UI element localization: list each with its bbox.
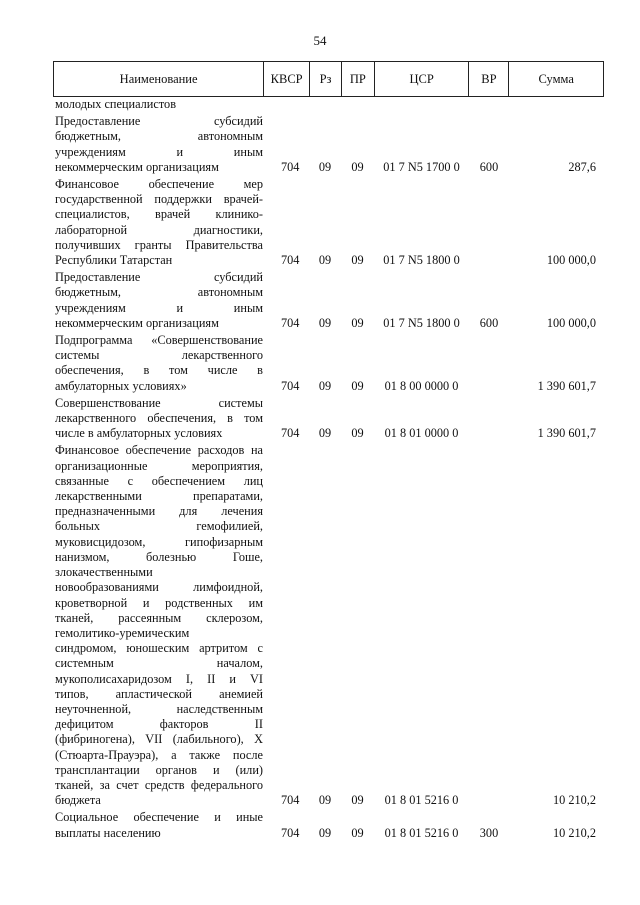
row-kvsr: 704 [281,315,300,330]
row-name-line: получивших гранты Правительства [55,237,263,252]
row-vr: 600 [479,315,499,330]
row-name-line: организационные мероприятия, [55,458,263,473]
row-sum: 10 210,2 [552,793,596,808]
row-name-line: мукополисахаридозом I, II и VI [55,671,263,686]
row-name-line: бюджетным, автономным [55,129,263,144]
row-name-line: Социальное обеспечение и иные [55,810,263,825]
row-name-line: некоммерческим организациям [55,159,219,174]
row-sum: 1 390 601,7 [537,426,596,441]
row-name-line: тканей, рассеянным склерозом, [55,610,263,625]
row-kvsr: 704 [281,426,300,441]
row-name-line: Республики Татарстан [55,253,173,268]
row-vr: 300 [479,825,499,840]
row-name-line: тканей, за счет средств федерального [55,777,263,792]
table-row [53,270,604,331]
row-name-line: предназначенными для лечения [55,504,263,519]
row-name-line: (Стюарта-Прауэра), а также после [55,747,263,762]
row-kvsr: 704 [281,253,300,268]
row-name-line: (фибриногена), VII (лабильного), X [55,732,263,747]
row-name-line: бюджетным, автономным [55,285,263,300]
table-row [53,177,604,268]
row-name-line: амбулаторных условиях» [55,378,187,393]
row-vr: 600 [479,159,499,174]
row-name-line: больных гемофилией, [55,519,263,534]
table-body [53,97,604,843]
row-name-line: системным началом, [55,656,263,671]
row-rz: 09 [318,378,332,393]
row-csr: 01 7 N5 1700 0 [383,159,460,174]
row-sum: 10 210,2 [552,825,596,840]
row-name-line: государственной поддержки врачей- [55,192,263,207]
header-vr: ВР [468,62,508,96]
row-name [53,97,263,112]
row-name-line: муковисцидозом, гипофизарным [55,534,263,549]
row-sum: 1 390 601,7 [537,378,596,393]
page-number: 54 [313,33,327,48]
row-kvsr: 704 [281,159,300,174]
row-name [53,396,263,442]
row-name-line: Совершенствование системы [55,395,263,410]
row-kvsr: 704 [281,825,300,840]
row-name-line: Предоставление субсидий [55,270,263,285]
row-sum: 100 000,0 [546,253,596,268]
row-name-line: Финансовое обеспечение расходов на [55,443,263,458]
row-pr: 09 [351,426,364,441]
row-name [53,443,263,808]
row-name-line: Подпрограмма «Совершенствование [55,333,263,348]
row-name [53,270,263,331]
row-name-line: новообразованиями лимфоидной, [55,580,263,595]
row-name-line: Предоставление субсидий [55,114,263,129]
header-sum: Сумма [508,62,603,96]
row-csr: 01 8 00 0000 0 [384,378,459,393]
row-name-line: злокачественными [55,565,153,580]
row-rz: 09 [318,825,332,840]
row-name-line: бюджета [55,793,101,808]
row-kvsr: 704 [281,378,300,393]
row-name [53,810,263,840]
row-pr: 09 [351,825,364,840]
table-row [53,97,604,112]
row-name [53,333,263,394]
row-name-line: обеспечения, в том числе в [55,363,263,378]
header-pr: ПР [341,62,374,96]
table-row [53,114,604,175]
header-name: Наименование [119,71,198,86]
row-pr: 09 [351,378,364,393]
row-name-line: системы лекарственного [55,348,263,363]
header-csr: ЦСР [374,62,469,96]
row-name-line: лекарственного обеспечения, в том [55,411,263,426]
row-rz: 09 [318,315,332,330]
row-name-line: специалистов, врачей клинико- [55,207,263,222]
row-name-line: гемолитико-уремическим [55,625,190,640]
row-rz: 09 [318,426,332,441]
row-csr: 01 7 N5 1800 0 [383,315,460,330]
row-name-line: типов, апластической анемией [55,686,263,701]
row-name [53,177,263,268]
row-name-line: синдромом, юношеским артритом с [55,641,263,656]
row-name [53,114,263,175]
row-name-line: нанизмом, болезнью Гоше, [55,549,263,564]
row-name-line: связанные с обеспечением лиц [55,473,263,488]
row-sum: 287,6 [568,159,596,174]
row-name-line: числе в амбулаторных условиях [55,426,223,441]
table-header [53,61,604,97]
row-csr: 01 8 01 0000 0 [384,426,459,441]
row-name-line: молодых специалистов [55,97,177,111]
row-pr: 09 [351,315,364,330]
row-csr: 01 8 01 5216 0 [384,825,459,840]
row-rz: 09 [318,793,332,808]
table-row [53,396,604,442]
header-rz: Рз [309,62,341,96]
row-name-line: учреждениям и иным [55,144,263,159]
row-rz: 09 [318,253,332,268]
row-name-line: некоммерческим организациям [55,315,219,330]
row-name-line: кроветворной и родственных им [55,595,263,610]
table-row [53,443,604,808]
row-pr: 09 [351,159,364,174]
row-csr: 01 7 N5 1800 0 [383,253,460,268]
row-name-line: учреждениям и иным [55,300,263,315]
table-row [53,333,604,394]
row-name-line: дефицитом факторов II [55,717,263,732]
row-csr: 01 8 01 5216 0 [384,793,459,808]
row-sum: 100 000,0 [546,315,596,330]
header-kvsr: КВСР [263,62,309,96]
row-name-line: трансплантации органов и (или) [55,762,263,777]
row-pr: 09 [351,253,364,268]
table-row [53,810,604,840]
row-name-line: выплаты населению [55,825,161,840]
row-name-line: лекарственными препаратами, [55,489,263,504]
row-name-line: Финансовое обеспечение мер [55,177,263,192]
row-name-line: неуточненной, наследственным [55,701,263,716]
row-name-line: лабораторной диагностики, [55,222,263,237]
row-pr: 09 [351,793,364,808]
row-rz: 09 [318,159,332,174]
row-kvsr: 704 [281,793,300,808]
